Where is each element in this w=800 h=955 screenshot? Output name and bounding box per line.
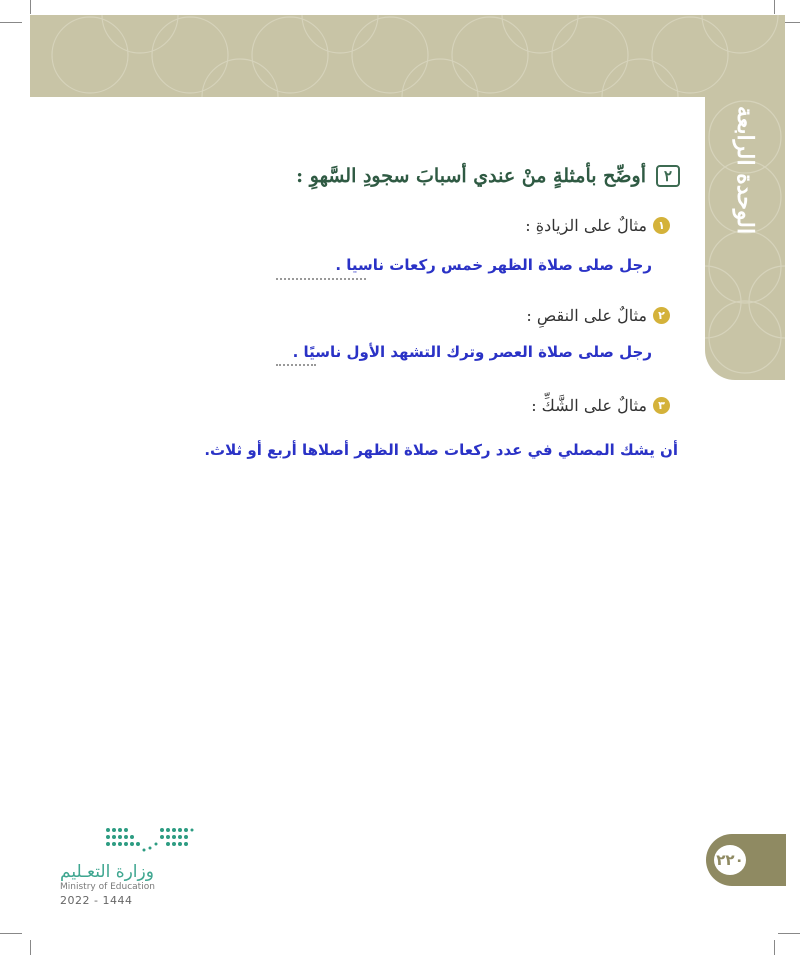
header-banner [30,15,785,97]
page-number: ٢٢٠ [714,845,746,875]
crop-mark [30,0,31,14]
example-3 [531,396,670,415]
answer-1: رجل صلى صلاة الظهر خمس ركعات ناسيا . [335,256,652,274]
answer-2: رجل صلى صلاة العصر وترك التشهد الأول ناسيًا . [292,343,652,361]
crop-mark [774,940,775,955]
question-text: أوضِّح بأمثلةٍ منْ عندي أسبابَ سجودِ السَّهوِ : [296,165,646,187]
answer-line [276,364,316,366]
ministry-logo-icon [104,826,194,854]
example-label: مثالٌ على النقصِ : [526,306,647,325]
example-number: ١ [653,217,670,234]
answer-line [276,278,366,280]
banner-pattern [30,15,785,97]
crop-mark [0,22,22,23]
crop-mark [774,0,775,14]
crop-mark [30,940,31,955]
example-2 [526,306,670,325]
ministry-name-arabic: وزارة التعـليم [60,862,154,882]
question-number: ٢ [656,165,680,187]
question-heading [296,165,680,187]
crop-mark [778,933,800,934]
example-1 [525,216,670,235]
ministry-year: 2022 - 1444 [60,894,133,907]
answer-3: أن يشك المصلي في عدد ركعات صلاة الظهر أصلاها أربع أو ثلاث. [204,441,678,459]
crop-mark [0,933,22,934]
example-number: ٣ [653,397,670,414]
ministry-name-english: Ministry of Education [60,882,155,892]
example-number: ٢ [653,307,670,324]
unit-title: الوحدة الرابعة [732,105,758,235]
example-label: مثالٌ على الشَّكِّ : [531,396,647,415]
example-label: مثالٌ على الزيادةِ : [525,216,647,235]
